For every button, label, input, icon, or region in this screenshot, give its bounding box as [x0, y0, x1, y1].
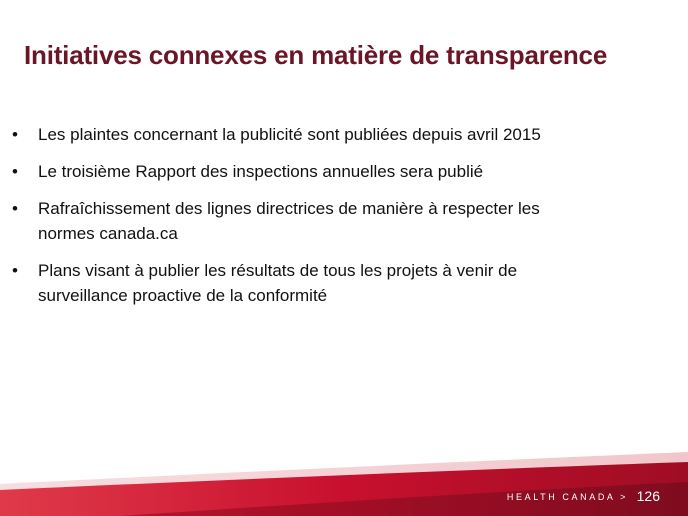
bullet-item — [12, 159, 572, 184]
bullet-text: Les plaintes concernant la publicité sont publiées depuis avril 2015 — [38, 125, 541, 144]
bullet-icon: • — [12, 261, 18, 280]
footer-brand: HEALTH CANADA > — [506, 492, 628, 502]
bullet-icon: • — [12, 125, 18, 144]
footer-swoosh — [0, 440, 688, 516]
slide-title: Initiatives connexes en matière de transparence — [24, 40, 608, 70]
bullet-list — [12, 122, 572, 320]
bullet-item — [12, 122, 572, 147]
bullet-item — [12, 258, 572, 308]
bullet-text: Plans visant à publier les résultats de tous les projets à venir de surveillance proactive de la conformité — [38, 261, 518, 305]
bullet-item — [12, 196, 572, 246]
bullet-text: Le troisième Rapport des inspections annuelles sera publié — [38, 162, 484, 181]
bullet-icon: • — [12, 199, 18, 218]
bullet-icon: • — [12, 162, 18, 181]
page-number: 126 — [636, 488, 660, 504]
bullet-text: Rafraîchissement des lignes directrices de manière à respecter les normes canada.ca — [38, 199, 540, 243]
